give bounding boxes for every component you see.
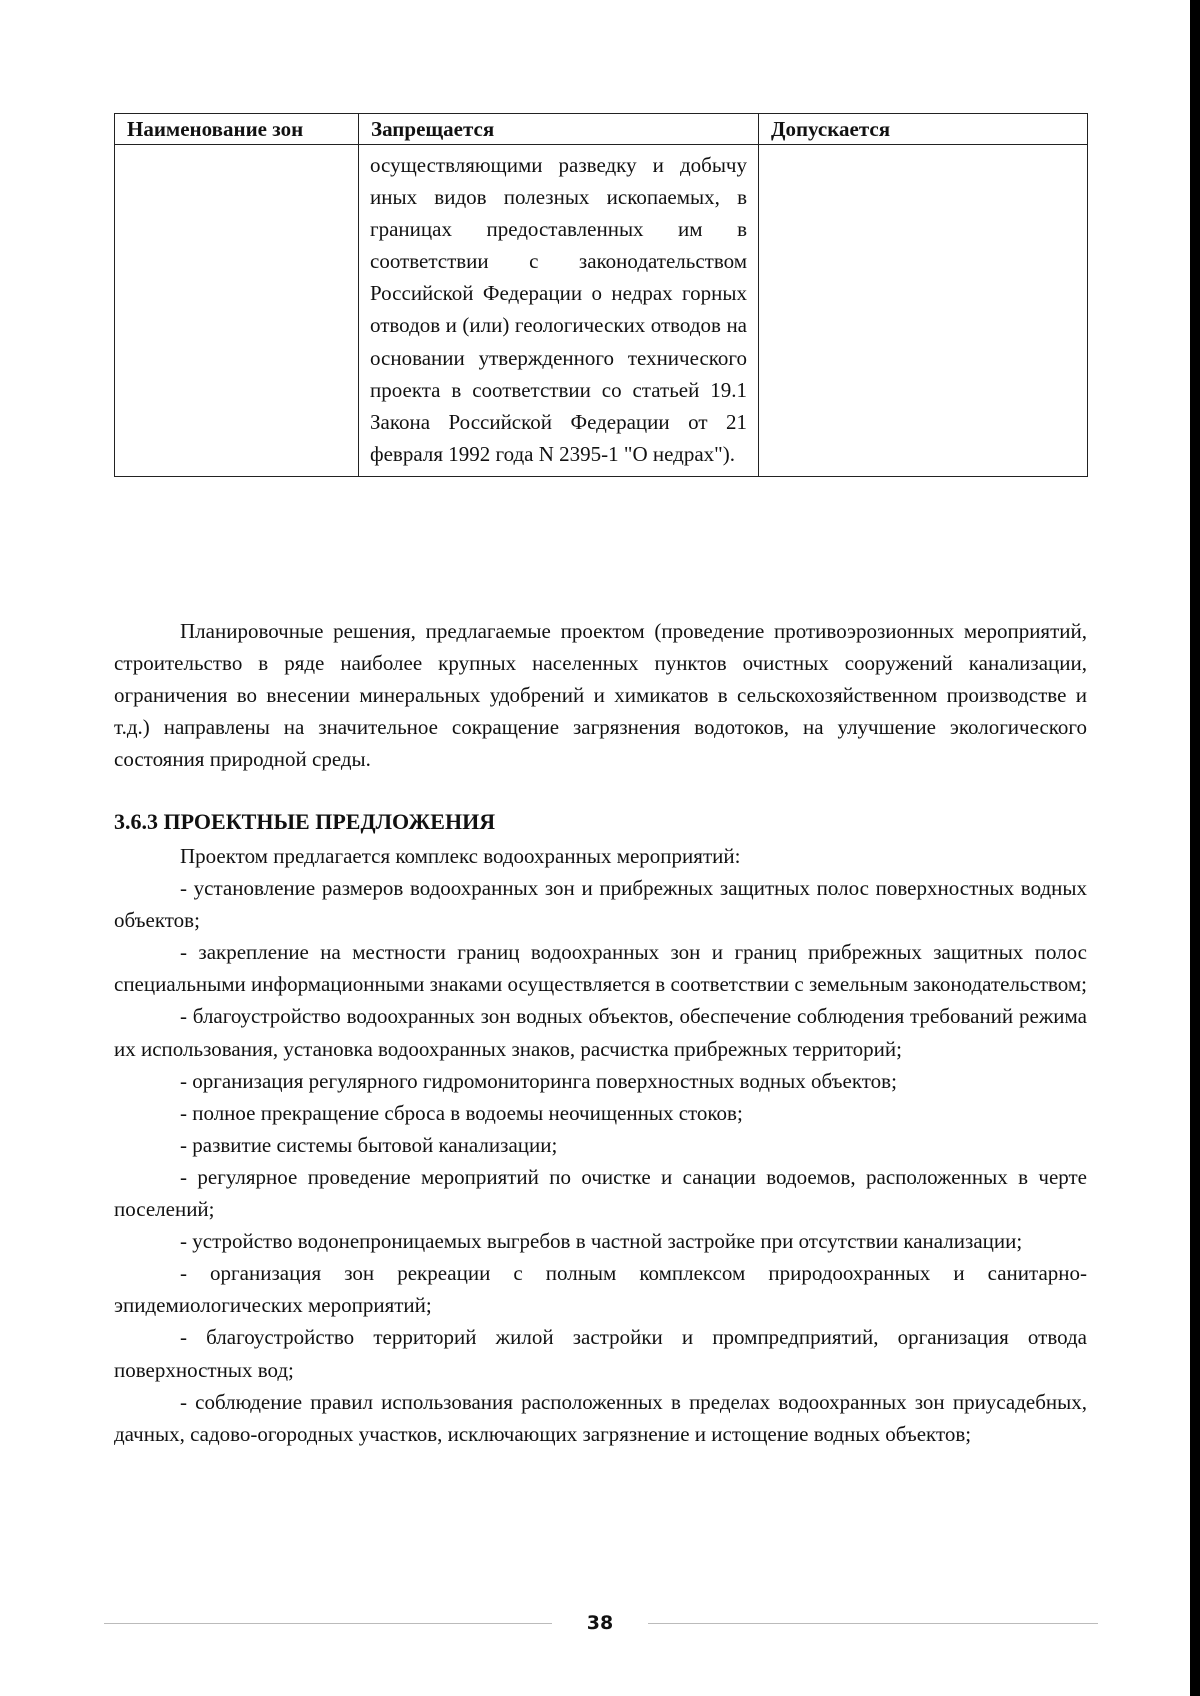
zones-table <box>114 113 1088 477</box>
page-number: 38 <box>586 1612 614 1634</box>
list-item: - установление размеров водоохранных зон и прибрежных защитных полос поверхностных водных объектов; <box>114 876 1087 933</box>
intro-paragraph: Планировочные решения, предлагаемые проектом (проведение противоэрозионных мероприятий, строительство в ряде наиболее крупных населенных пунктов очистных сооружений канализации, ограничения во внесении минеральных удобрений и химикатов в сельскохозяйственном производстве и т.д.) направлены на значительное сокращение загрязнения водотоков, на улучшение экологического состояния природной среды. <box>114 619 1087 772</box>
list-item: - организация зон рекреации с полным комплексом природоохранных и санитарно-эпидемиологических мероприятий; <box>114 1261 1087 1318</box>
footer-rule-left <box>104 1623 552 1624</box>
list-item: - развитие системы бытовой канализации; <box>180 1132 558 1157</box>
list-item: - регулярное проведение мероприятий по очистке и санации водоемов, расположенных в черте поселений; <box>114 1164 1087 1222</box>
column-header-zone-name: Наименование зон <box>115 114 359 145</box>
cell-zone-name <box>115 145 359 477</box>
column-header-prohibited: Запрещается <box>359 114 759 145</box>
list-item: - благоустройство водоохранных зон водных объектов, обеспечение соблюдения требований режима их использования, установка водоохранных знаков, расчистка прибрежных территорий; <box>114 1004 1087 1061</box>
footer-rule-right <box>648 1623 1098 1624</box>
list-item: - соблюдение правил использования расположенных в пределах водоохранных зон приусадебных, дачных, садово-огородных участков, исключающих загрязнение и истощение водных объектов; <box>114 1389 1087 1446</box>
list-item: - организация регулярного гидромониторинга поверхностных водных объектов; <box>180 1068 897 1093</box>
column-header-allowed: Допускается <box>759 114 1088 145</box>
table-row <box>115 145 1088 477</box>
cell-prohibited-text: осуществляющими разведку и добычу иных видов полезных ископаемых, в границах предоставленных им в соответствии с законодательством Российской Федерации о недрах горных отводов и (или) геологических отводов на основании утвержденного технического проекта в соответствии со статьей 19.1 Закона Российской Федерации от 21 февраля 1992 года N 2395-1 "О недрах"). <box>370 153 747 466</box>
list-item: - благоустройство территорий жилой застройки и промпредприятий, организация отвода поверхностных вод; <box>114 1325 1087 1382</box>
table-header-row <box>115 114 1088 145</box>
intro-block <box>114 615 1087 775</box>
section-heading: 3.6.3 ПРОЕКТНЫЕ ПРЕДЛОЖЕНИЯ <box>114 809 496 834</box>
cell-allowed <box>759 145 1088 477</box>
cell-prohibited <box>359 145 759 477</box>
section-lead: Проектом предлагается комплекс водоохранных мероприятий: <box>180 844 741 868</box>
page-footer <box>104 1606 1098 1640</box>
list-item: - устройство водонепроницаемых выгребов в частной застройке при отсутствии канализации; <box>180 1229 1023 1254</box>
list-item: - закрепление на местности границ водоохранных зон и границ прибрежных защитных полос специальными информационными знаками осуществляется в соответствии с земельным законодательством; <box>114 940 1088 997</box>
list-item: - полное прекращение сброса в водоемы неочищенных стоков; <box>180 1100 743 1125</box>
page-edge <box>1190 0 1200 1696</box>
proposals-block <box>114 840 1087 1450</box>
